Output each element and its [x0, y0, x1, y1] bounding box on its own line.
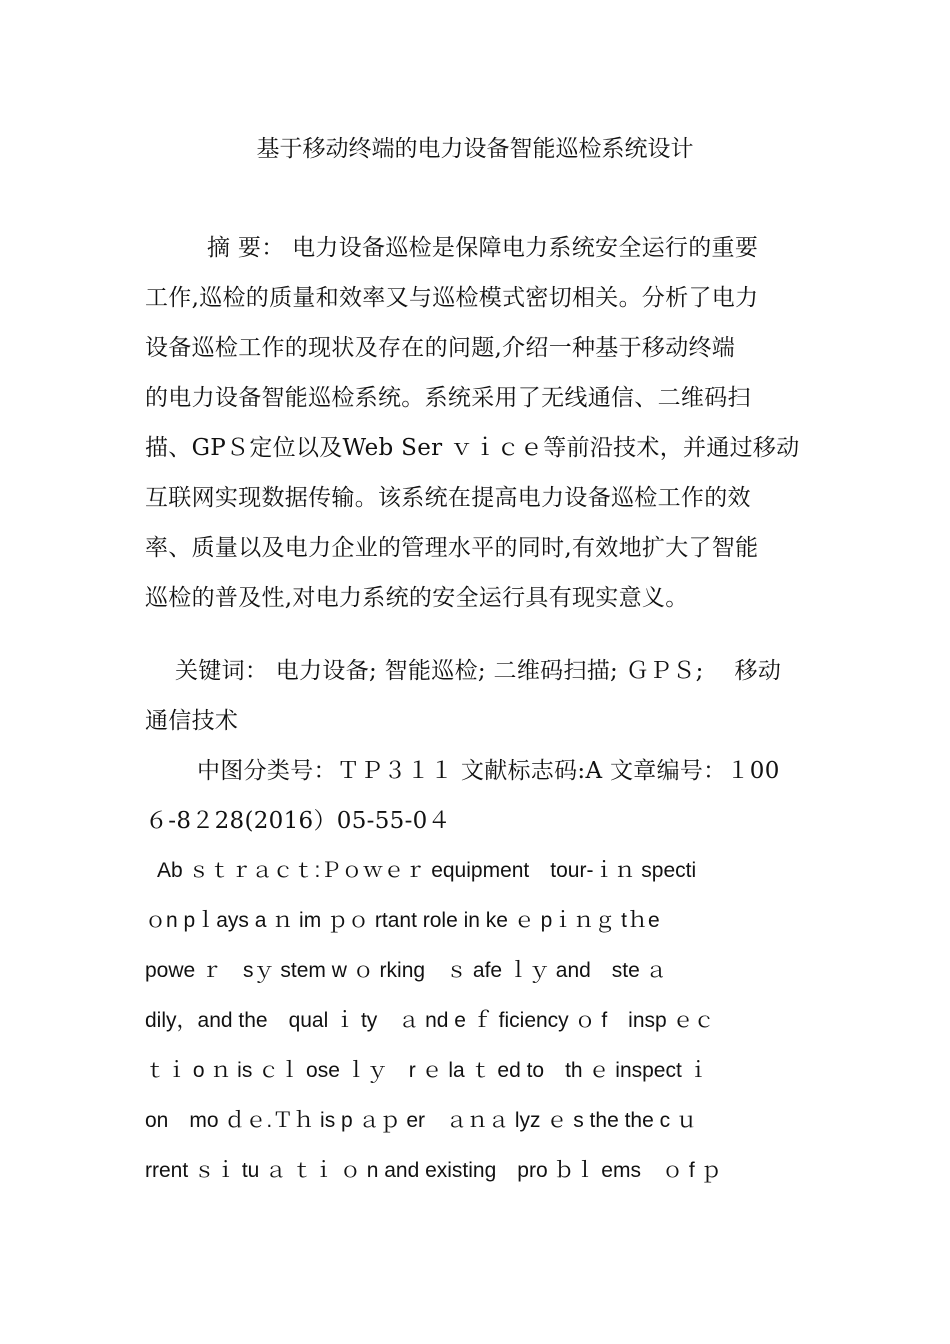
keywords	[145, 646, 810, 746]
classification-line: 中图分类号：ＴＰ３１１ 文献标志码:A 文章编号：１00	[197, 758, 780, 784]
abstract-line: 设备巡检工作的现状及存在的问题,介绍一种基于移动终端	[145, 335, 736, 361]
abstract-line: 工作,巡检的质量和效率又与巡检模式密切相关。分析了电力	[145, 285, 759, 311]
english-abstract-line: ｏn pｌays a ｎ im ｐｏ rtant role in ke ｅ pｉｎｇ tｈe	[145, 909, 660, 932]
classification-info	[145, 746, 810, 846]
abstract-line: 摘 要： 电力设备巡检是保障电力系统安全运行的重要	[207, 235, 759, 261]
english-abstract-line: dily，and the qual ｉ ty ａ nd e ｆ ficiency ｏ f insp ｅｃ	[145, 1009, 715, 1032]
english-abstract-line: rrent ｓｉ tu ａ ｔｉ ｏ n and existing pro ｂｌ ems ｏ f ｐ	[145, 1159, 722, 1182]
abstract-line: 互联网实现数据传输。该系统在提高电力设备巡检工作的效	[145, 485, 751, 511]
english-abstract-line: Ab ｓｔｒａｃｔ:Ｐｏｗｅｒ equipment tour-ｉｎ specti	[157, 859, 697, 882]
document-title: 基于移动终端的电力设备智能巡检系统设计	[256, 136, 694, 162]
keywords-line: 通信技术	[145, 708, 239, 734]
abstract-line: 率、质量以及电力企业的管理水平的同时,有效地扩大了智能	[145, 535, 759, 561]
abstract-line: 描、GPＳ定位以及Web Ser ｖｉｃｅ等前沿技术，并通过移动	[145, 435, 800, 461]
abstract-line: 的电力设备智能巡检系统。系统采用了无线通信、二维码扫	[145, 385, 751, 411]
english-abstract-line: on mo ｄｅ.Ｔｈ is p ａｐ er ａｎａ lyz ｅ s the the c ｕ	[145, 1109, 697, 1132]
chinese-abstract	[145, 223, 810, 623]
abstract-line: 巡检的普及性,对电力系统的安全运行具有现实意义。	[145, 585, 689, 611]
english-abstract-line: ｔｉ o ｎ is ｃｌ ose ｌｙ r ｅ la ｔ ed to th ｅ inspect ｉ	[145, 1059, 709, 1082]
classification-line: ６-8２28(2016）05-55-0４	[145, 808, 451, 834]
english-abstract-line: powe ｒ sｙ stem w ｏ rking ｓ afe ｌｙ and ste ａ	[145, 959, 667, 982]
keywords-line: 关键词： 电力设备; 智能巡检; 二维码扫描; ＧＰＳ; 移动	[175, 658, 782, 684]
english-abstract	[145, 846, 810, 1196]
